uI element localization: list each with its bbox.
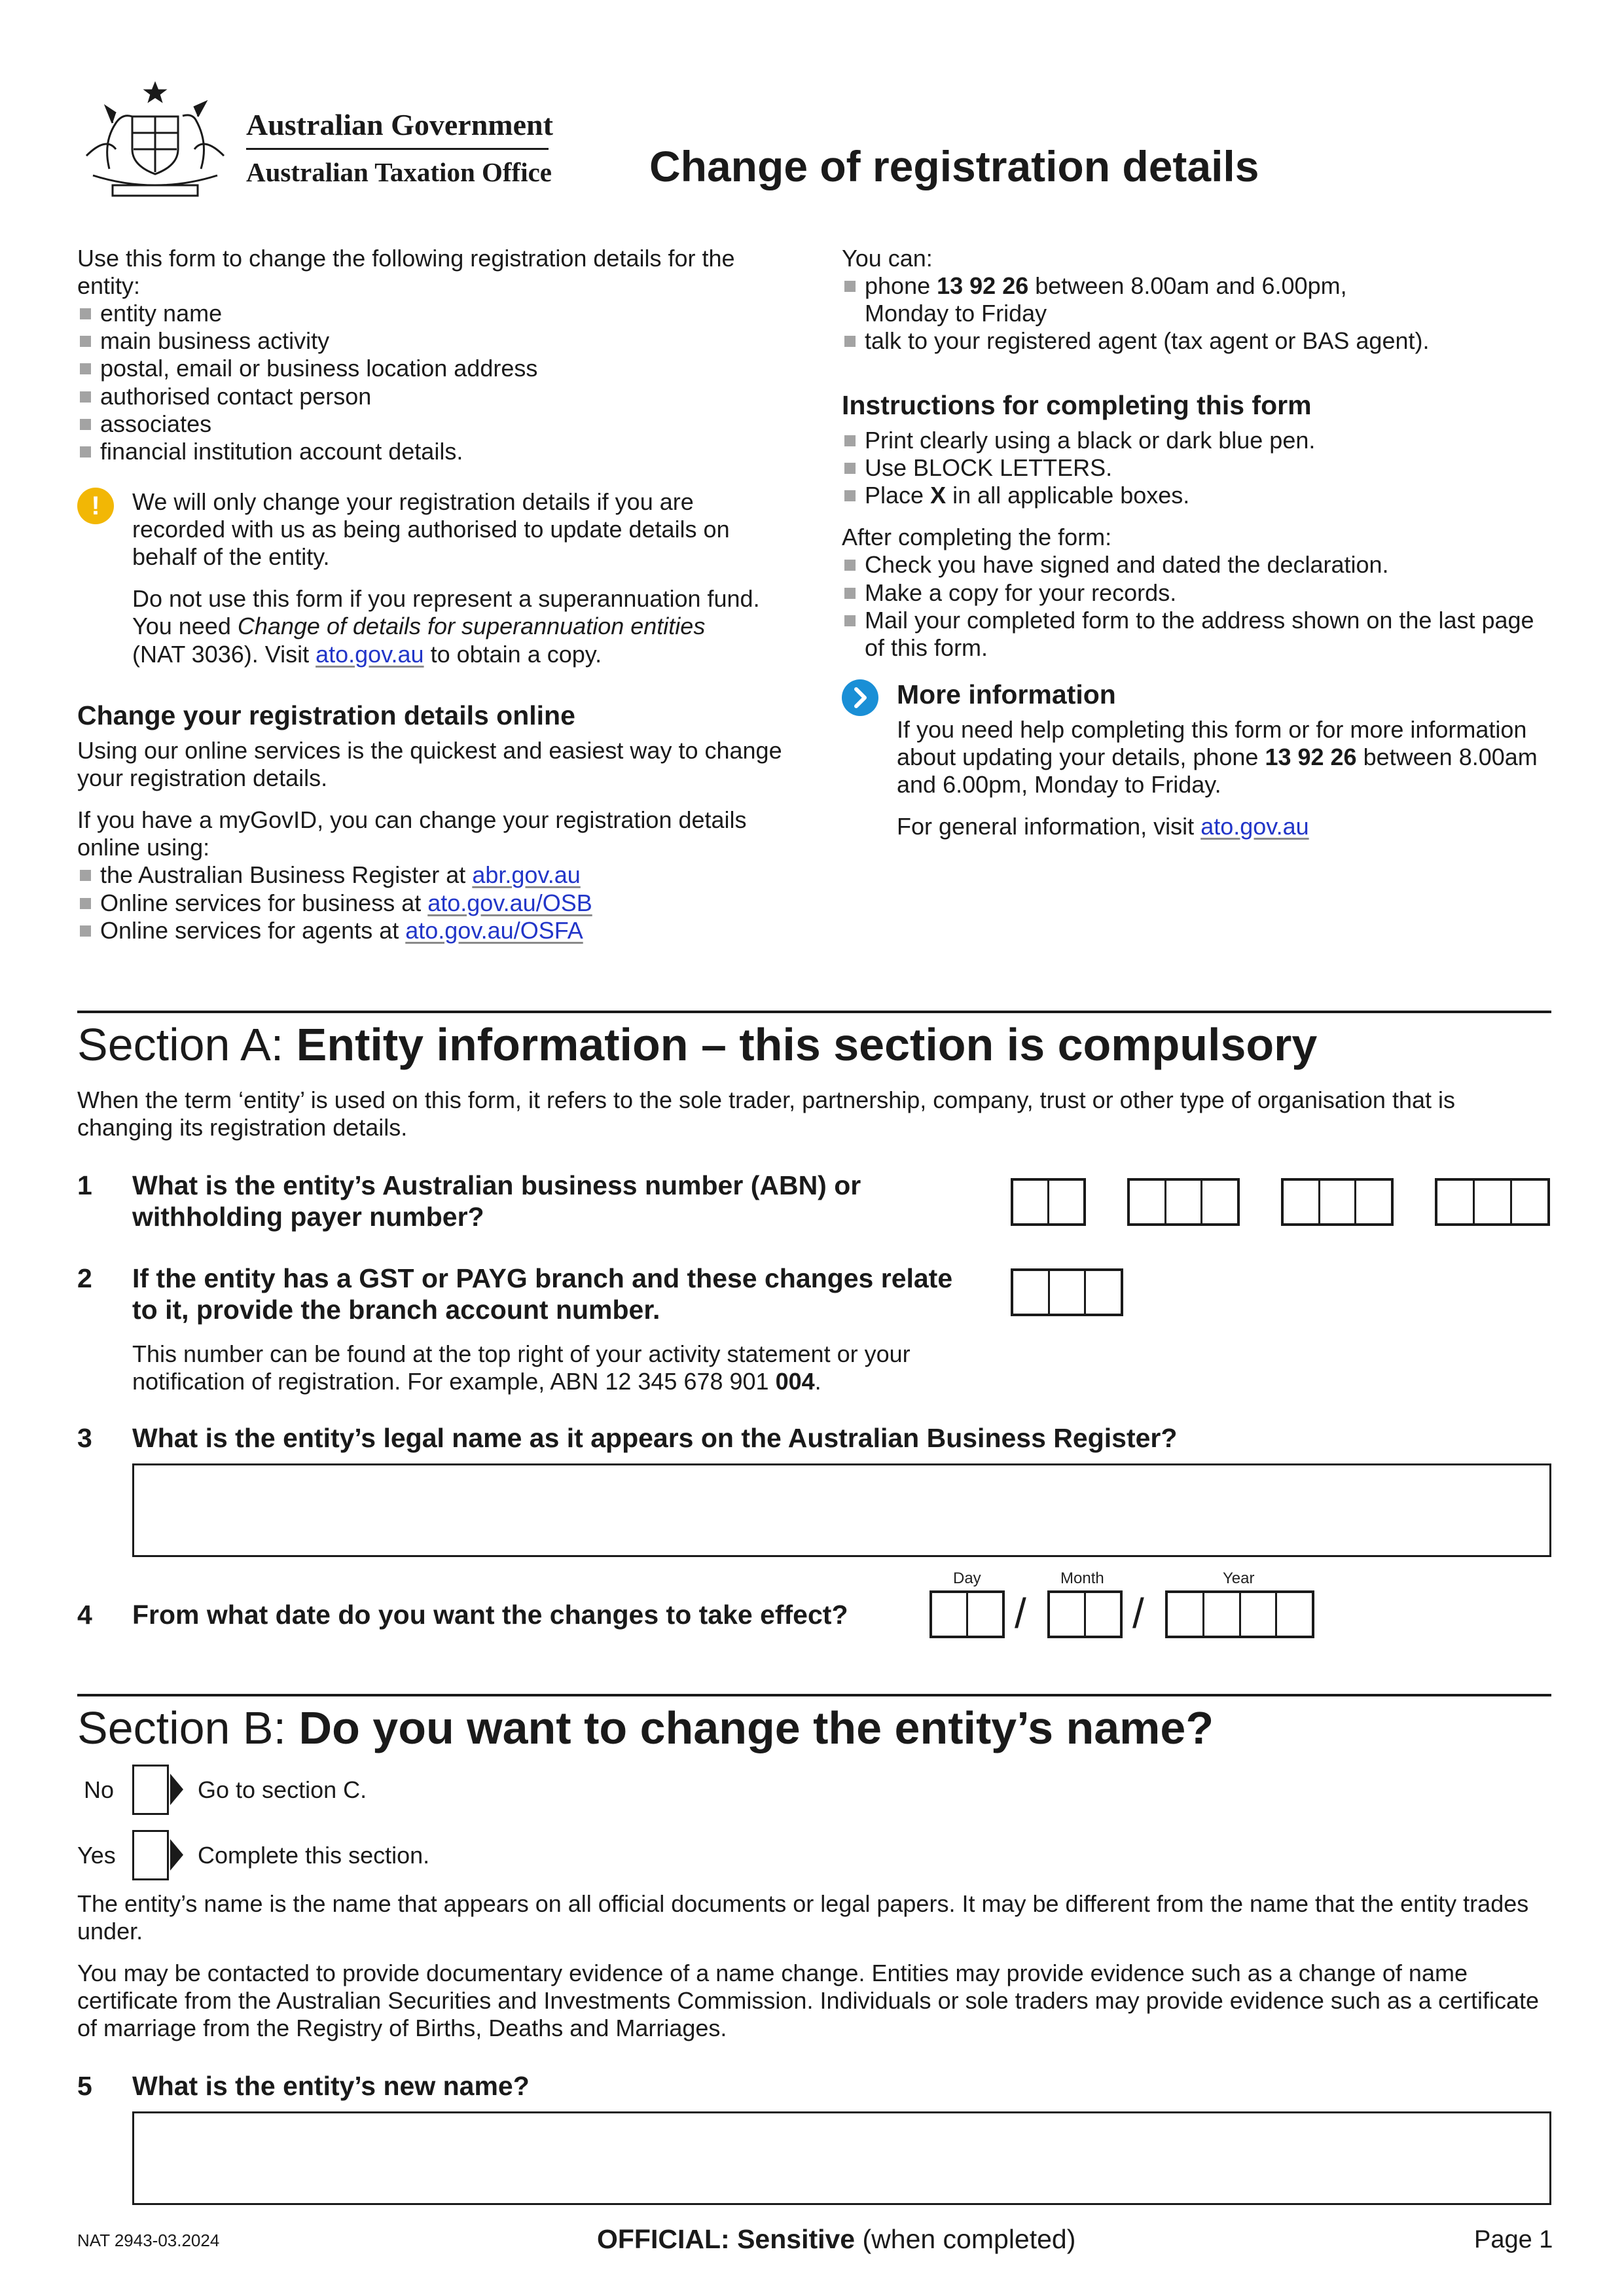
list-item: postal, email or business location address — [77, 355, 797, 382]
question-2-note: This number can be found at the top right of your activity statement or your notification of registration. For example, ABN 12 345 678 901 004. — [132, 1340, 911, 1395]
after-label: After completing the form: — [842, 524, 1112, 551]
arrow-right-icon — [170, 1774, 183, 1805]
warning-icon: ! — [77, 488, 114, 524]
question-5: What is the entity’s new name? — [132, 2071, 530, 2101]
section-a-title: Section A: Entity information – this section is compulsory — [77, 1019, 1318, 1070]
section-b-title: Section B: Do you want to change the entity’s name? — [77, 1702, 1214, 1753]
date-separator: / — [1132, 1590, 1144, 1637]
list-item: Use BLOCK LETTERS. — [842, 454, 1555, 482]
superannuation-note: Do not use this form if you represent a superannuation fund. You need Change of details for superannuation entities (NAT 3036). Visit ato.gov.au to obtain a copy. — [132, 585, 760, 668]
list-item: phone 13 92 26 between 8.00am and 6.00pm, Monday to Friday — [842, 272, 1555, 327]
list-item: the Australian Business Register at abr.gov.au — [77, 861, 797, 889]
section-b-text — [77, 1890, 1558, 2043]
section-b-rule — [77, 1694, 1551, 1696]
list-item: authorised contact person — [77, 383, 797, 410]
classification-label: OFFICIAL: Sensitive (when completed) — [597, 2224, 1076, 2254]
list-item: associates — [77, 410, 797, 438]
list-item: Make a copy for your records. — [842, 579, 1555, 607]
abn-group-1[interactable] — [1011, 1178, 1086, 1226]
list-item: Print clearly using a black or dark blue pen. — [842, 427, 1555, 454]
contact-block — [842, 245, 1555, 355]
year-label: Year — [1223, 1570, 1255, 1587]
arrow-right-icon — [170, 1839, 183, 1871]
intro-block — [77, 245, 797, 465]
list-item: main business activity — [77, 327, 797, 355]
question-number: 3 — [77, 1423, 92, 1453]
more-info-paragraph: For general information, visit ato.gov.au — [897, 813, 1309, 840]
online-heading: Change your registration details online — [77, 700, 575, 730]
branch-number-input[interactable] — [1011, 1268, 1123, 1316]
page-title: Change of registration details — [649, 142, 1259, 190]
month-label: Month — [1060, 1570, 1104, 1587]
day-input[interactable] — [929, 1590, 1005, 1638]
warning-note — [132, 488, 761, 668]
online-paragraph: Using our online services is the quickest and easiest way to change your registration details. — [77, 737, 782, 792]
osb-link[interactable]: ato.gov.au/OSB — [427, 889, 592, 916]
question-3: What is the entity’s legal name as it appears on the Australian Business Register? — [132, 1423, 1178, 1453]
question-1: What is the entity’s Australian business number (ABN) or withholding payer number? — [132, 1170, 861, 1232]
no-label: No — [84, 1776, 115, 1803]
no-checkbox[interactable] — [132, 1765, 169, 1815]
more-info-paragraph: If you need help completing this form or for more information about updating your details, phone 13 92 26 between 8.00am and 6.00pm, Monday to Friday. — [897, 716, 1538, 798]
intro-lead: Use this form to change the following registration details for the entity: — [77, 245, 735, 300]
abn-group-3[interactable] — [1281, 1178, 1394, 1226]
evidence-note: You may be contacted to provide documentary evidence of a name change. Entities may provide evidence such as a change of name certificate from the Australian Securities and Investments Commission. Individuals or sole traders may provide evidence such as a certificate of marriage from the Registry of Births, Deaths and Marriages. — [77, 1960, 1540, 2042]
date-separator: / — [1015, 1590, 1026, 1637]
no-instruction: Go to section C. — [198, 1776, 367, 1803]
list-item: entity name — [77, 300, 797, 327]
you-can-label: You can: — [842, 245, 933, 272]
abr-link[interactable]: abr.gov.au — [472, 861, 581, 889]
abn-group-2[interactable] — [1127, 1178, 1240, 1226]
more-info-heading: More information — [897, 679, 1116, 709]
government-name: Australian Government — [246, 108, 553, 141]
question-number: 5 — [77, 2071, 92, 2101]
day-label: Day — [953, 1570, 981, 1587]
yes-checkbox[interactable] — [132, 1830, 169, 1880]
ato-link[interactable]: ato.gov.au — [1200, 813, 1309, 840]
form-code: NAT 2943-03.2024 — [77, 2231, 220, 2250]
instructions-block — [842, 427, 1555, 662]
list-item: Mail your completed form to the address shown on the last page of this form. — [842, 607, 1555, 662]
agency-name: Australian Taxation Office — [246, 157, 552, 187]
year-input[interactable] — [1165, 1590, 1314, 1638]
section-a-intro: When the term ‘entity’ is used on this form, it refers to the sole trader, partnership, company, trust or other type of organisation that is changing its registration details. — [77, 1086, 1455, 1141]
question-4: From what date do you want the changes to take effect? — [132, 1600, 848, 1630]
month-input[interactable] — [1047, 1590, 1123, 1638]
list-item: Online services for business at ato.gov.au/OSB — [77, 889, 797, 917]
osfa-link[interactable]: ato.gov.au/OSFA — [405, 916, 583, 944]
coat-of-arms-logo — [73, 77, 237, 202]
online-block — [77, 737, 797, 944]
list-item: Place X in all applicable boxes. — [842, 482, 1555, 509]
list-item: financial institution account details. — [77, 438, 797, 465]
question-number: 1 — [77, 1170, 92, 1200]
more-info-block — [897, 716, 1558, 840]
list-item: talk to your registered agent (tax agent or BAS agent). — [842, 327, 1555, 355]
warning-paragraph: We will only change your registration details if you are recorded with us as being authorised to update details on behalf of the entity. — [132, 488, 730, 571]
question-number: 4 — [77, 1600, 92, 1630]
name-definition: The entity’s name is the name that appears on all official documents or legal papers. It may be different from the name that the entity trades under. — [77, 1890, 1529, 1945]
online-paragraph: If you have a myGovID, you can change your registration details online using: — [77, 806, 747, 861]
header-divider — [246, 148, 549, 150]
question-2: If the entity has a GST or PAYG branch and these changes relate to it, provide the branch account number. — [132, 1263, 953, 1325]
new-name-input[interactable] — [132, 2111, 1551, 2205]
yes-instruction: Complete this section. — [198, 1842, 430, 1869]
ato-link[interactable]: ato.gov.au — [316, 640, 424, 668]
question-number: 2 — [77, 1263, 92, 1293]
abn-group-4[interactable] — [1435, 1178, 1550, 1226]
chevron-right-icon — [842, 679, 878, 716]
list-item: Check you have signed and dated the declaration. — [842, 551, 1555, 579]
yes-label: Yes — [77, 1842, 116, 1869]
legal-name-input[interactable] — [132, 1463, 1551, 1557]
page-number: Page 1 — [1474, 2226, 1553, 2253]
instructions-heading: Instructions for completing this form — [842, 390, 1312, 420]
section-a-rule — [77, 1011, 1551, 1013]
list-item: Online services for agents at ato.gov.au/OSFA — [77, 917, 797, 944]
